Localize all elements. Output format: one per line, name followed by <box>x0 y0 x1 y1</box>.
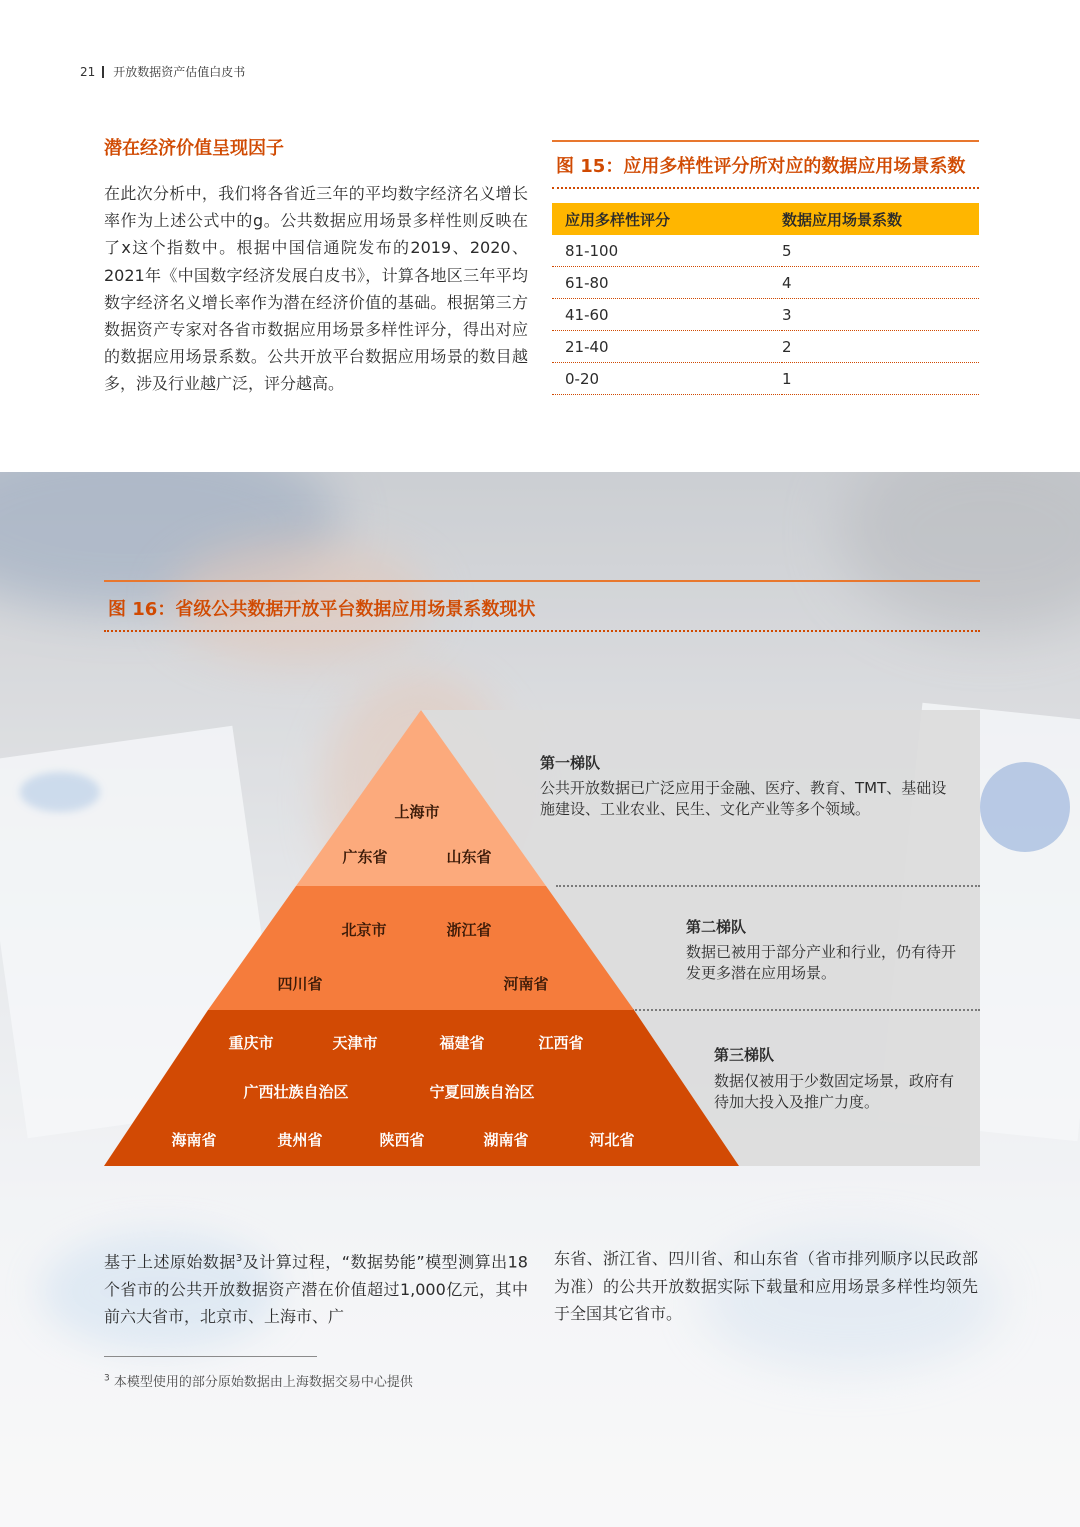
tier-1-description: 公共开放数据已广泛应用于金融、医疗、教育、TMT、基础设施建设、工业农业、民生、文化产业等多个领域。 <box>540 779 947 818</box>
province-label: 山东省 <box>446 848 492 866</box>
province-label: 湖南省 <box>483 1131 529 1149</box>
coefficient-cell: 1 <box>782 363 979 395</box>
figure-15-title: 图 15：应用多样性评分所对应的数据应用场景系数 <box>552 142 979 189</box>
tier-3-label: 第三梯队 <box>714 1046 775 1064</box>
coefficient-cell: 2 <box>782 331 979 363</box>
province-label: 宁夏回族自治区 <box>429 1083 535 1101</box>
province-label: 江西省 <box>538 1034 584 1052</box>
province-label: 广西壮族自治区 <box>243 1083 349 1101</box>
province-label: 河北省 <box>589 1131 635 1149</box>
footnote-reference: 3 <box>235 1253 243 1264</box>
province-label: 福建省 <box>439 1034 485 1052</box>
section-paragraph: 在此次分析中，我们将各省近三年的平均数字经济名义增长率作为上述公式中的g。公共数据应用场景多样性则反映在了x这个指数中。根据中国信通院发布的2019、2020、2021年《中国数字经济发展白皮书》，计算各地区三年平均数字经济名义增长率作为潜在经济价值的基础。根据第三方数据资产专家对各省市数据应用场景多样性评分，得出对应的数据应用场景系数。公共开放平台数据应用场景的数目越多，涉及行业越广泛，评分越高。 <box>104 184 528 394</box>
coefficient-cell: 5 <box>782 235 979 267</box>
province-label: 上海市 <box>394 803 440 821</box>
figure-16-title: 图 16：省级公共数据开放平台数据应用场景系数现状 <box>104 582 980 632</box>
province-label: 天津市 <box>332 1034 378 1052</box>
score-cell: 21-40 <box>552 331 782 363</box>
province-label: 贵州省 <box>277 1131 323 1149</box>
score-cell: 61-80 <box>552 267 782 299</box>
footnote-marker: 3 <box>104 1373 110 1384</box>
coefficient-cell: 4 <box>782 267 979 299</box>
column-header-coefficient: 数据应用场景系数 <box>782 203 979 235</box>
province-label: 河南省 <box>503 975 549 993</box>
score-cell: 41-60 <box>552 299 782 331</box>
coefficient-cell: 3 <box>782 299 979 331</box>
pyramid-tier-1 <box>296 710 546 886</box>
bottom-paragraph-right: 东省、浙江省、四川省、和山东省（省市排列顺序以民政部为准）的公共开放数据实际下载量和应用场景多样性均领先于全国其它省市。 <box>554 1249 978 1323</box>
section-title: 潜在经济价值呈现因子 <box>104 138 284 159</box>
score-cell: 0-20 <box>552 363 782 395</box>
bottom-paragraph-left <box>104 1245 528 1331</box>
bottom-text-part: 及计算过程，“数据势能”模型测算出18个省市的公共开放数据资产潜在价值超过1,000亿元，其中前六大省市，北京市、上海市、广 <box>104 1252 528 1327</box>
column-header-score: 应用多样性评分 <box>552 203 782 235</box>
tier-3-description: 数据仅被用于少数固定场景，政府有待加大投入及推广力度。 <box>714 1072 955 1111</box>
score-cell: 81-100 <box>552 235 782 267</box>
province-label: 陕西省 <box>379 1131 425 1149</box>
province-label: 重庆市 <box>228 1034 274 1052</box>
tier-2-description: 数据已被用于部分产业和行业，仍有待开发更多潜在应用场景。 <box>686 943 957 982</box>
province-label: 海南省 <box>171 1131 217 1149</box>
footnote <box>104 1371 413 1390</box>
bottom-text-part: 基于上述原始数据 <box>104 1252 236 1272</box>
province-label: 广东省 <box>342 848 388 866</box>
tier-1-label: 第一梯队 <box>540 754 601 772</box>
province-label: 四川省 <box>277 975 323 993</box>
footnote-text: 本模型使用的部分原始数据由上海数据交易中心提供 <box>113 1375 413 1390</box>
province-label: 北京市 <box>341 921 387 939</box>
footnote-rule <box>104 1356 317 1357</box>
page-number: 21 <box>80 64 96 79</box>
province-label: 浙江省 <box>446 921 492 939</box>
doc-title: 开放数据资产估值白皮书 <box>113 65 246 79</box>
tier-2-label: 第二梯队 <box>686 918 747 936</box>
pyramid-tier-2 <box>208 886 634 1010</box>
